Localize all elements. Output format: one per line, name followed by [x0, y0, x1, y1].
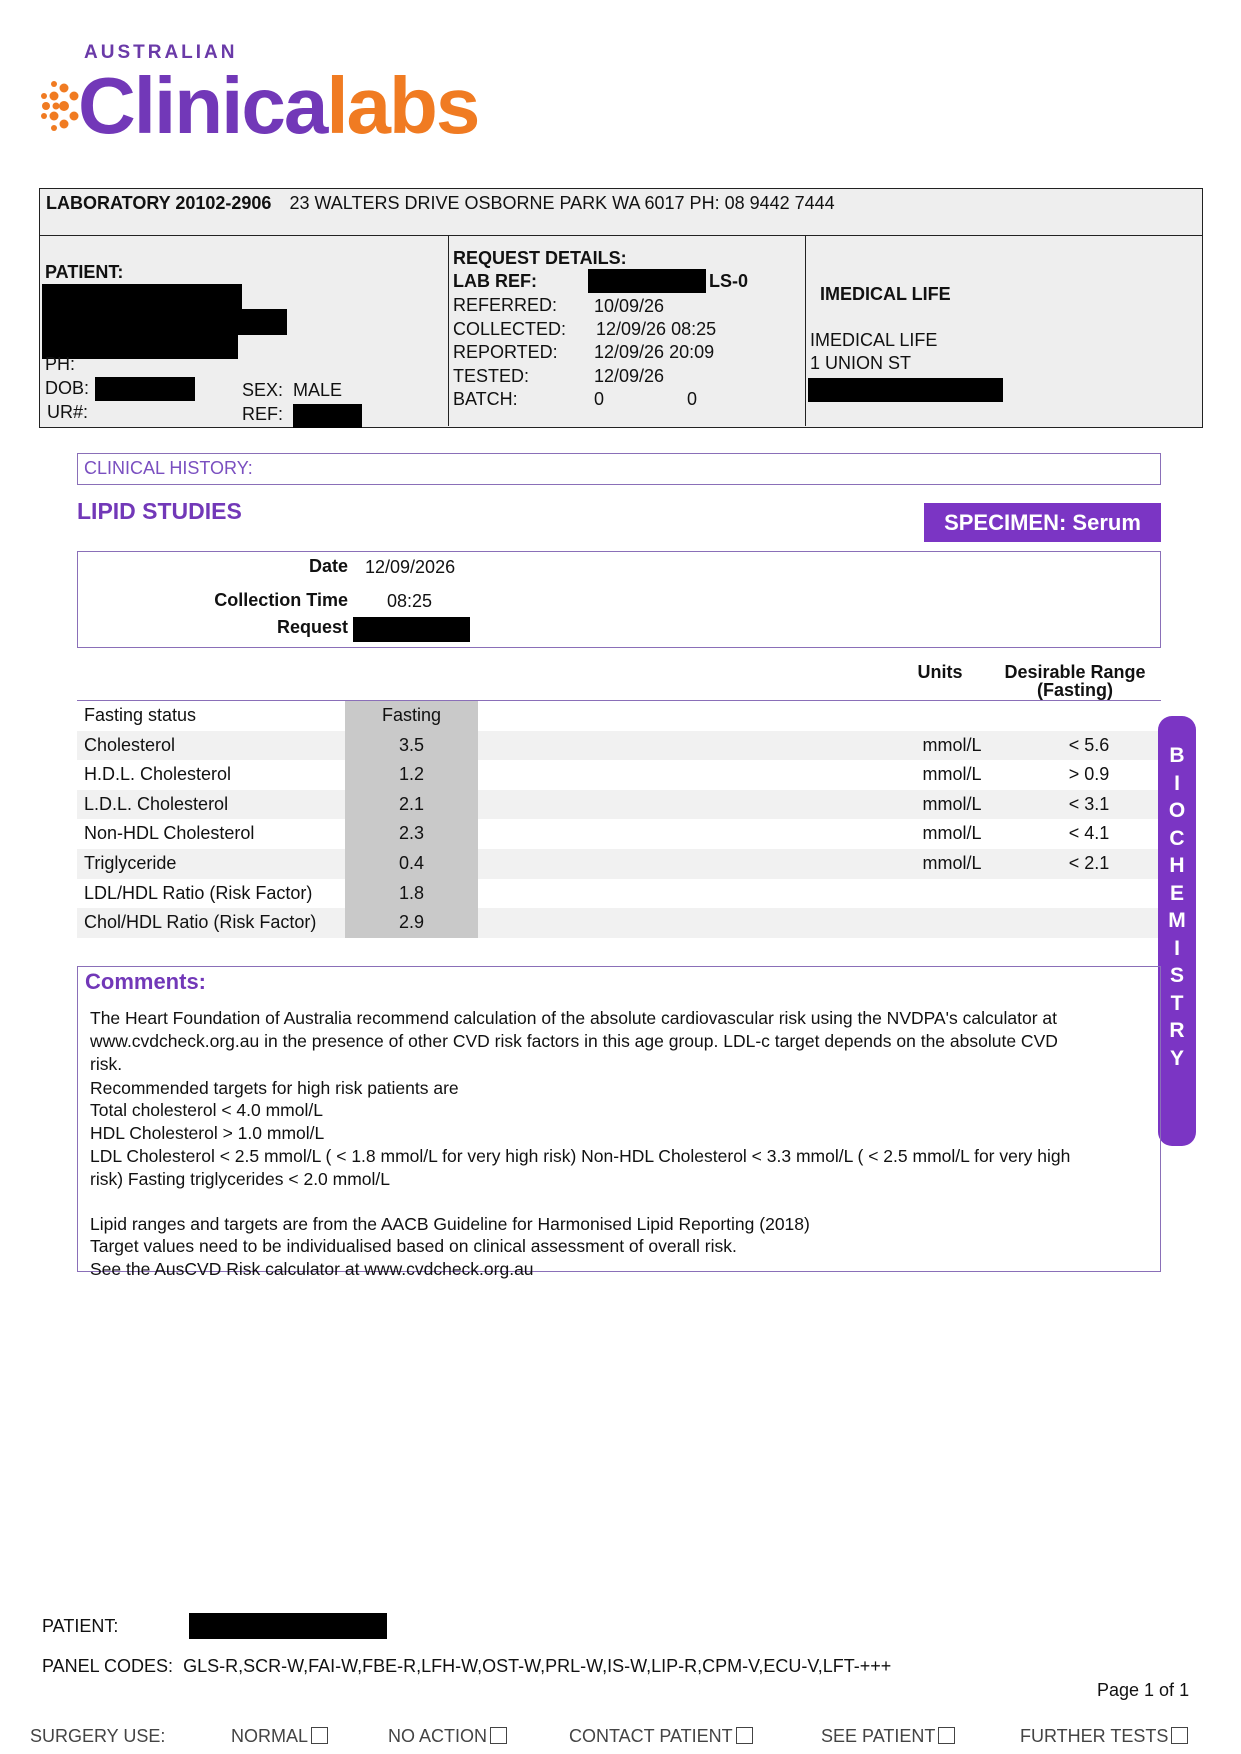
redacted-request	[353, 617, 470, 642]
test-value: 2.1	[345, 790, 478, 820]
referred-value: 10/09/26	[594, 296, 665, 316]
units-header: Units	[917, 662, 963, 682]
patient-ph-label: PH:	[45, 354, 76, 374]
specimen-badge: SPECIMEN: Serum	[924, 503, 1161, 542]
panel-codes-label: PANEL CODES:	[42, 1656, 174, 1676]
logo-wordmark-purple: Clinica	[78, 61, 327, 150]
comments-box	[77, 966, 1161, 1279]
patient-ref-label: REF:	[242, 404, 284, 424]
batch-label: BATCH:	[453, 389, 518, 409]
laboratory-address: 23 WALTERS DRIVE OSBORNE PARK WA 6017 PH: 08 9442 7444	[289, 193, 835, 213]
test-name: Triglyceride	[84, 852, 177, 873]
option-see-patient[interactable]	[821, 1726, 955, 1747]
table-row	[77, 908, 1161, 938]
option-contact-patient[interactable]	[569, 1726, 753, 1747]
date-value: 12/09/2026	[365, 557, 456, 577]
reported-value: 12/09/26 20:09	[594, 342, 715, 362]
option-further-tests-label: FURTHER TESTS	[1020, 1726, 1169, 1746]
table-row	[77, 819, 1161, 849]
clinical-history: CLINICAL HISTORY:	[77, 453, 1161, 485]
side-tab-letter: I	[1174, 771, 1180, 795]
doctor-panel	[806, 236, 1202, 426]
test-value: 1.2	[345, 760, 478, 790]
collection-time-value: 08:25	[387, 591, 433, 611]
redacted-patient-address-1	[42, 309, 287, 335]
comment-line: The Heart Foundation of Australia recommend calculation of the absolute cardiovascular risk using the NVDPA's calculator at	[90, 1008, 1057, 1028]
comment-line: LDL Cholesterol < 2.5 mmol/L ( < 1.8 mmol/L for very high risk) Non-HDL Cholesterol < 3.3 mmol/L ( < 2.5 mmol/L for very high	[90, 1146, 1071, 1166]
test-unit: mmol/L	[922, 823, 982, 844]
option-further-tests[interactable]	[1020, 1726, 1188, 1747]
comment-line: www.cvdcheck.org.au in the presence of other CVD risk factors in this age group. LDL-c target depends on the absolute CVD	[90, 1031, 1058, 1051]
side-tab-letter: O	[1168, 799, 1186, 822]
comment-line: Target values need to be individualised based on clinical assessment of overall risk.	[90, 1236, 737, 1256]
table-row	[77, 731, 1161, 761]
test-unit: mmol/L	[922, 793, 982, 814]
referred-label: REFERRED:	[453, 295, 558, 315]
panel-codes-value: GLS-R,SCR-W,FAI-W,FBE-R,LFH-W,OST-W,PRL-W,IS-W,LIP-R,CPM-V,ECU-V,LFT-+++	[183, 1656, 892, 1676]
side-tab-letter: I	[1174, 936, 1180, 960]
side-tab-letter: R	[1169, 1019, 1185, 1042]
doctor-heading: IMEDICAL LIFE	[820, 284, 951, 304]
test-range: < 2.1	[1068, 852, 1110, 873]
option-normal-label: NORMAL	[231, 1726, 309, 1746]
batch-value-1: 0	[594, 389, 605, 409]
date-label: Date	[308, 556, 348, 576]
comment-line: See the AusCVD Risk calculator at www.cvdcheck.org.au	[90, 1259, 534, 1279]
redacted-ref	[293, 404, 362, 428]
test-range: < 3.1	[1068, 793, 1110, 814]
comment-line: Lipid ranges and targets are from the AACB Guideline for Harmonised Lipid Reporting (2018)	[90, 1214, 810, 1234]
test-range: < 4.1	[1068, 823, 1110, 844]
redacted-patient-name	[42, 284, 242, 309]
request-label: Request	[276, 617, 348, 637]
test-name: LDL/HDL Ratio (Risk Factor)	[84, 882, 313, 903]
comment-line: Total cholesterol < 4.0 mmol/L	[90, 1100, 323, 1120]
request-info-box	[77, 551, 1161, 648]
test-name: L.D.L. Cholesterol	[84, 793, 229, 814]
side-tab-letter: C	[1169, 826, 1185, 850]
logo-wordmark	[78, 58, 478, 154]
comment-line: HDL Cholesterol > 1.0 mmol/L	[90, 1123, 325, 1143]
test-unit: mmol/L	[922, 852, 982, 873]
test-range: > 0.9	[1068, 764, 1110, 785]
test-name: Chol/HDL Ratio (Risk Factor)	[84, 912, 317, 933]
checkbox-icon[interactable]	[938, 1727, 955, 1744]
checkbox-icon[interactable]	[311, 1727, 328, 1744]
side-tab-letter: B	[1169, 744, 1185, 767]
tested-value: 12/09/26	[594, 366, 665, 386]
doctor-line-2: 1 UNION ST	[810, 353, 912, 373]
checkbox-icon[interactable]	[490, 1727, 507, 1744]
test-unit: mmol/L	[922, 764, 982, 785]
test-unit: mmol/L	[922, 734, 982, 755]
side-tab-letter: H	[1169, 854, 1185, 877]
comment-line: risk) Fasting triglycerides < 2.0 mmol/L	[90, 1169, 391, 1189]
doctor-line-1: IMEDICAL LIFE	[810, 330, 938, 350]
redacted-lab-ref	[588, 269, 706, 293]
section-title: LIPID STUDIES	[77, 498, 242, 524]
checkbox-icon[interactable]	[1171, 1727, 1188, 1744]
table-row	[77, 790, 1161, 820]
collection-time-label: Collection Time	[214, 590, 348, 610]
range-header-line-1: Desirable Range	[1004, 662, 1146, 682]
patient-sex	[242, 380, 342, 401]
table-row	[77, 879, 1161, 909]
reported-label: REPORTED:	[453, 342, 558, 362]
surgery-use-label: SURGERY USE:	[30, 1726, 166, 1746]
report-header	[39, 188, 1203, 428]
comment-line: Recommended targets for high risk patients are	[90, 1078, 459, 1098]
side-tab-letter: T	[1170, 991, 1184, 1015]
patient-sex-value: MALE	[293, 380, 343, 400]
redacted-doctor-address	[808, 378, 1003, 402]
footer-patient-label: PATIENT:	[42, 1616, 119, 1636]
test-range: < 5.6	[1068, 734, 1110, 755]
logo-australian-text: AUSTRALIAN	[84, 42, 238, 63]
results-table	[77, 700, 1161, 938]
table-row	[77, 760, 1161, 790]
test-name: H.D.L. Cholesterol	[84, 764, 232, 785]
test-value: 1.8	[345, 879, 478, 909]
test-value: 3.5	[345, 731, 478, 761]
range-header-line-2: (Fasting)	[1037, 680, 1113, 700]
patient-sex-label: SEX:	[242, 380, 284, 400]
side-tab-letter: Y	[1169, 1046, 1184, 1070]
collected-value: 12/09/26 08:25	[596, 319, 717, 339]
batch-value-2: 0	[687, 389, 698, 409]
side-tab-letter: M	[1168, 909, 1186, 932]
test-value: 2.3	[345, 819, 478, 849]
lab-ref-suffix: LS-0	[709, 271, 749, 291]
option-no-action[interactable]	[388, 1726, 507, 1747]
laboratory-label: LABORATORY 20102-2906	[46, 193, 272, 213]
option-contact-patient-label: CONTACT PATIENT	[569, 1726, 733, 1746]
test-name: Fasting status	[84, 705, 197, 725]
option-no-action-label: NO ACTION	[388, 1726, 488, 1746]
redacted-dob	[95, 377, 195, 401]
test-value: Fasting	[345, 701, 478, 731]
page-number: Page 1 of 1	[1097, 1680, 1190, 1700]
option-see-patient-label: SEE PATIENT	[821, 1726, 936, 1746]
patient-heading: PATIENT:	[45, 262, 124, 282]
tested-label: TESTED:	[453, 366, 530, 386]
redacted-footer-patient	[189, 1613, 387, 1639]
patient-panel	[40, 236, 449, 426]
logo-wordmark-orange: labs	[326, 61, 479, 150]
checkbox-icon[interactable]	[736, 1727, 753, 1744]
option-normal[interactable]	[231, 1726, 328, 1747]
test-value: 2.9	[345, 908, 478, 938]
comments-title: Comments:	[85, 969, 207, 994]
panel-codes	[42, 1656, 891, 1677]
range-header	[995, 663, 1155, 699]
test-name: Non-HDL Cholesterol	[84, 823, 255, 844]
lab-ref-label: LAB REF:	[453, 271, 537, 291]
request-details-heading: REQUEST DETAILS:	[453, 248, 627, 268]
request-details-panel	[449, 236, 806, 426]
table-row	[77, 849, 1161, 879]
biochemistry-side-tab	[1158, 716, 1196, 1146]
laboratory-line	[40, 189, 1202, 236]
side-tab-letter: S	[1169, 964, 1184, 987]
collected-label: COLLECTED:	[453, 319, 567, 339]
side-tab-letter: E	[1169, 881, 1184, 905]
patient-ur-label: UR#:	[47, 402, 89, 422]
table-row	[77, 701, 1161, 731]
patient-dob-label: DOB:	[45, 378, 90, 398]
test-value: 0.4	[345, 849, 478, 879]
comment-line: risk.	[90, 1054, 123, 1074]
test-name: Cholesterol	[84, 734, 176, 755]
